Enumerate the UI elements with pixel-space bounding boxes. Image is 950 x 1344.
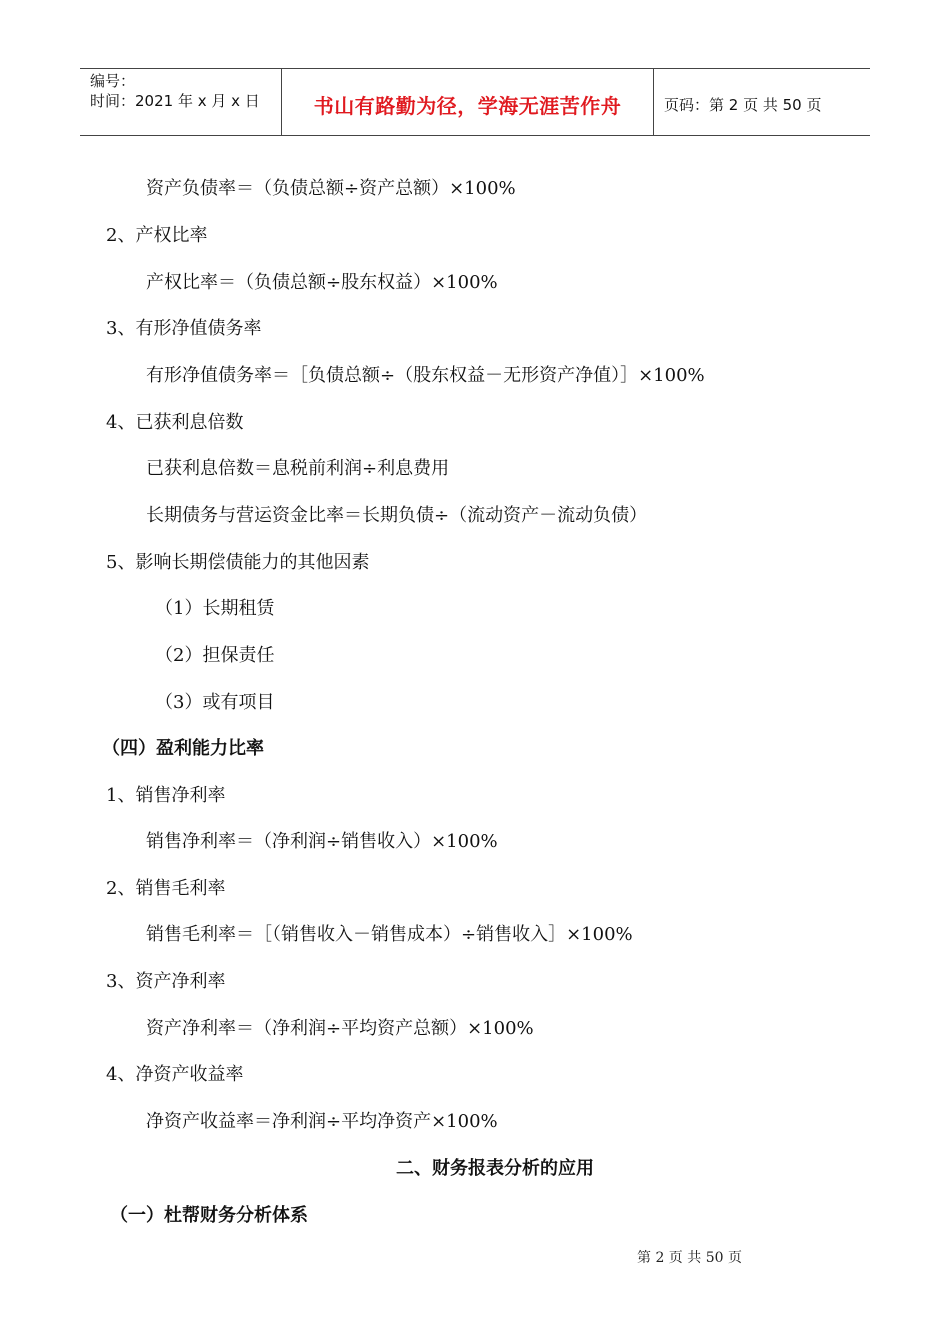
- document-number-label: 编号：: [90, 72, 136, 90]
- heading-return-on-assets: 3、资产净利率: [106, 971, 226, 992]
- page-footer: 第 2 页 共 50 页: [637, 1250, 742, 1266]
- heading-tangible-net-worth-debt-ratio: 3、有形净值债务率: [106, 318, 262, 339]
- section-heading-dupont: （一）杜帮财务分析体系: [110, 1205, 308, 1226]
- page-header: [80, 68, 870, 136]
- formula-debt-ratio: 资产负债率＝（负债总额÷资产总额）×100%: [146, 178, 516, 199]
- formula-gross-profit-margin: 销售毛利率＝［（销售收入－销售成本）÷销售收入］×100%: [146, 924, 633, 945]
- formula-tangible-net-worth-debt-ratio: 有形净值债务率＝［负债总额÷（股东权益－无形资产净值）］×100%: [146, 365, 705, 386]
- formula-equity-ratio: 产权比率＝（负债总额÷股东权益）×100%: [146, 272, 498, 293]
- list-item-long-term-lease: （1）长期租赁: [155, 598, 275, 619]
- formula-net-profit-margin: 销售净利率＝（净利润÷销售收入）×100%: [146, 831, 498, 852]
- heading-gross-profit-margin: 2、销售毛利率: [106, 878, 226, 899]
- list-item-contingent: （3）或有项目: [155, 692, 275, 713]
- heading-other-factors: 5、影响长期偿债能力的其他因素: [106, 552, 370, 573]
- list-item-guarantee: （2）担保责任: [155, 645, 275, 666]
- header-motto-cell: [282, 69, 654, 135]
- heading-return-on-equity: 4、净资产收益率: [106, 1064, 244, 1085]
- heading-net-profit-margin: 1、销售净利率: [106, 785, 226, 806]
- header-page-info-cell: [654, 69, 870, 135]
- section-heading-profitability: （四）盈利能力比率: [102, 738, 264, 759]
- formula-times-interest-earned: 已获利息倍数＝息税前利润÷利息费用: [146, 458, 450, 479]
- document-date: 时间：2021 年 x 月 x 日: [90, 92, 260, 110]
- heading-equity-ratio: 2、产权比率: [106, 225, 208, 246]
- header-motto: 书山有路勤为径，学海无涯苦作舟: [313, 93, 622, 118]
- formula-return-on-assets: 资产净利率＝（净利润÷平均资产总额）×100%: [146, 1018, 534, 1039]
- header-meta: [80, 69, 282, 135]
- header-page-info: 页码：第 2 页 共 50 页: [664, 95, 822, 114]
- formula-long-term-debt-to-working-capital: 长期债务与营运资金比率＝长期负债÷（流动资产－流动负债）: [146, 505, 648, 526]
- chapter-heading-application: 二、财务报表分析的应用: [396, 1158, 594, 1179]
- heading-times-interest-earned: 4、已获利息倍数: [106, 412, 244, 433]
- formula-return-on-equity: 净资产收益率＝净利润÷平均净资产×100%: [146, 1111, 498, 1132]
